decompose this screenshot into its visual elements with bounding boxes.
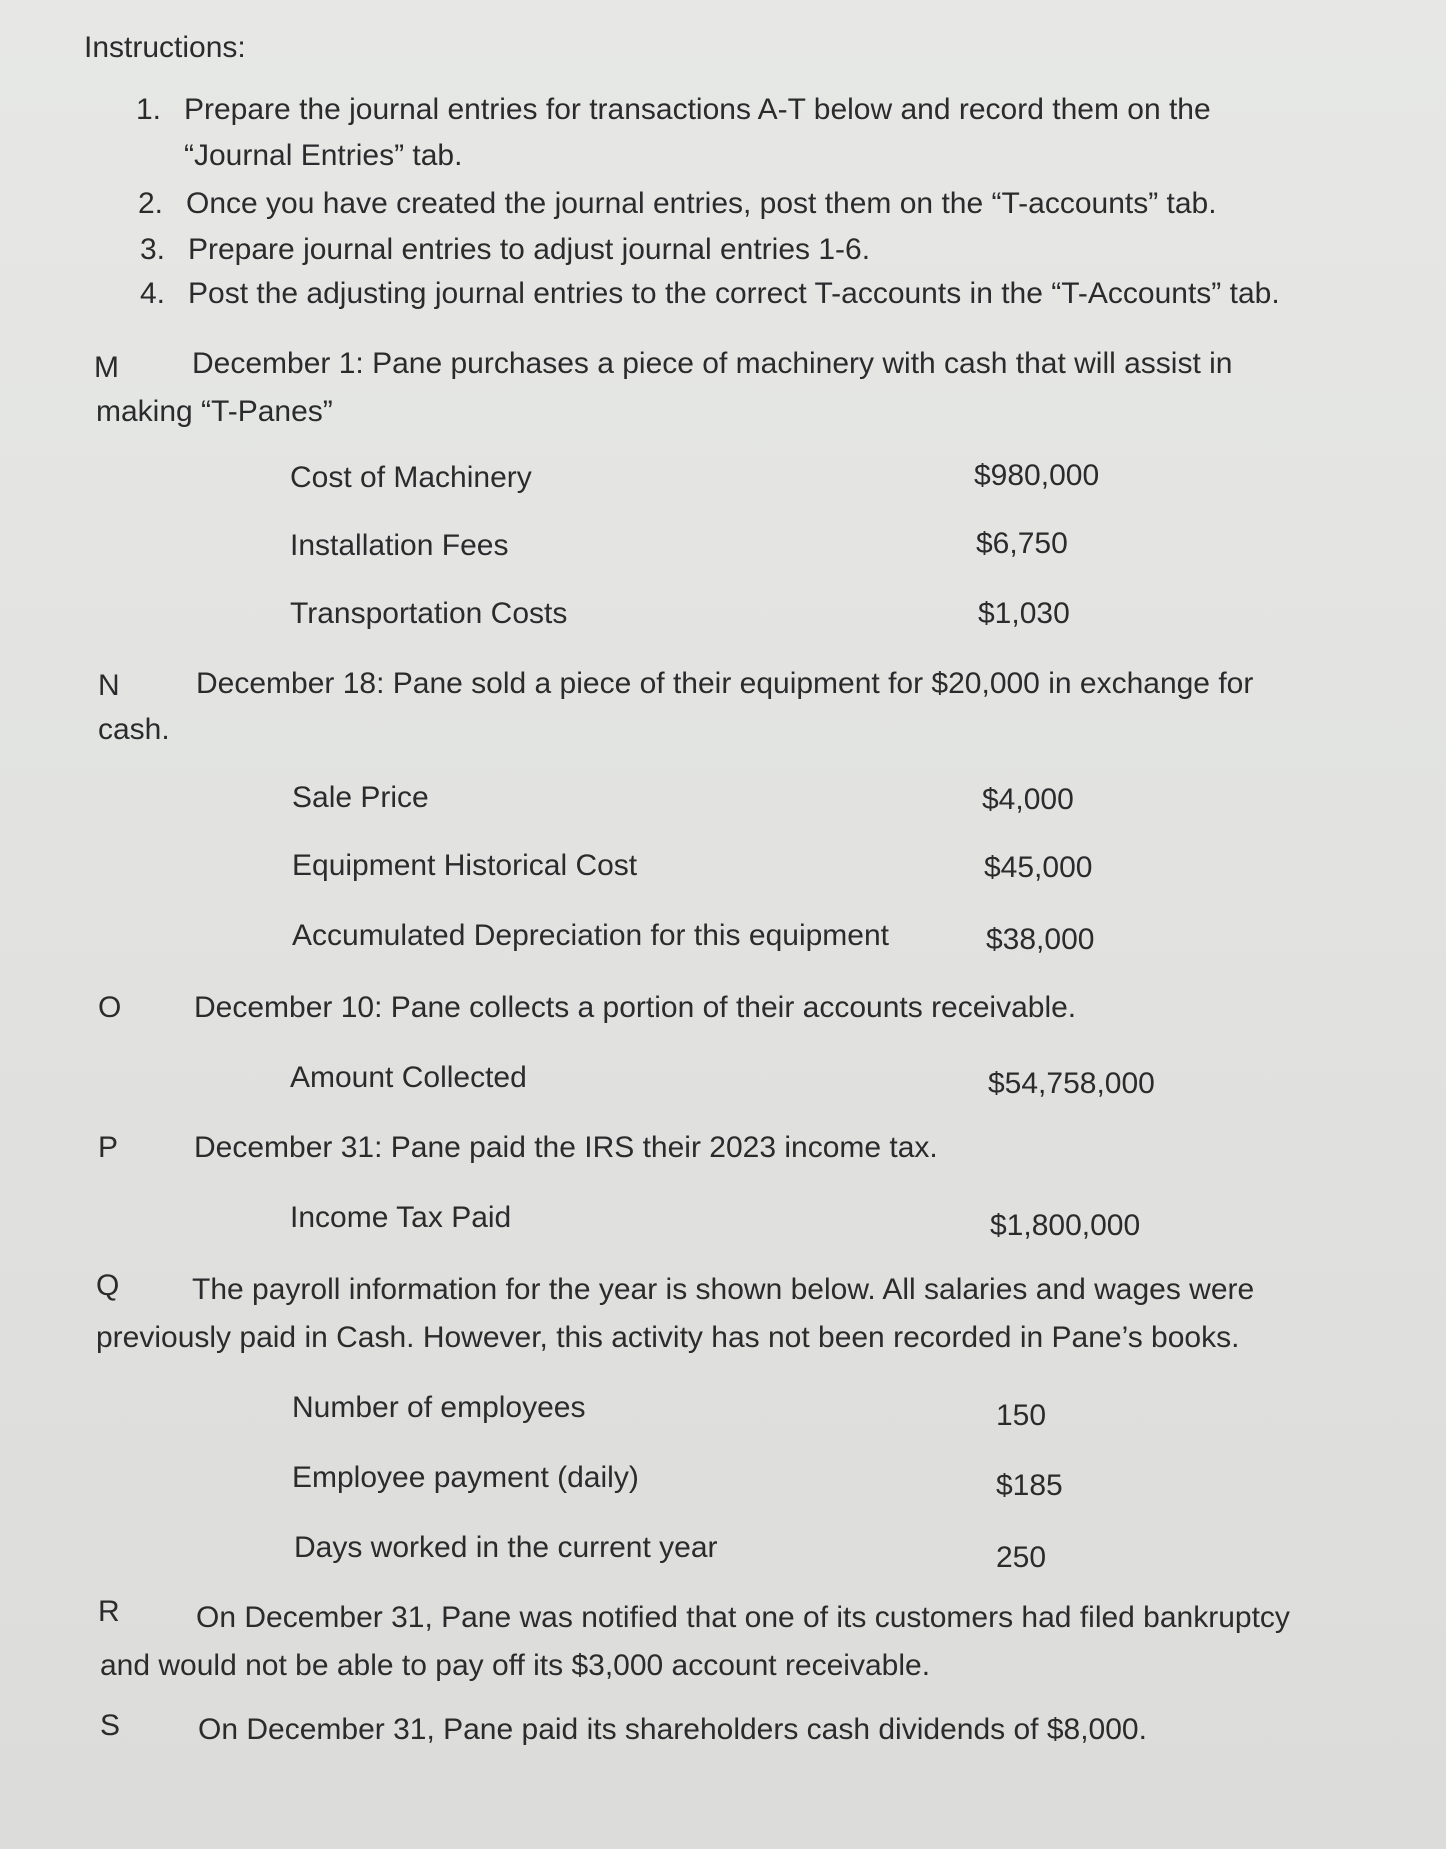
step-number: 3. — [140, 233, 166, 266]
detail-label: Equipment Historical Cost — [292, 849, 638, 882]
transaction-m-description-continued: making “T-Panes” — [96, 395, 333, 428]
transaction-n-description: December 18: Pane sold a piece of their equipment for $20,000 in exchange for — [196, 667, 1254, 700]
step-text: Prepare the journal entries for transactions A-T below and record them on the — [184, 93, 1211, 126]
transaction-q-description: The payroll information for the year is shown below. All salaries and wages were — [192, 1273, 1255, 1306]
step-text: Post the adjusting journal entries to the correct T-accounts in the “T-Accounts” tab. — [188, 277, 1280, 310]
transaction-letter-s: S — [100, 1709, 121, 1742]
step-text-continued: “Journal Entries” tab. — [184, 139, 463, 172]
detail-value: $980,000 — [974, 459, 1100, 492]
transaction-letter-p: P — [98, 1131, 119, 1164]
detail-value: 150 — [996, 1399, 1047, 1432]
transaction-o-description: December 10: Pane collects a portion of their accounts receivable. — [194, 991, 1077, 1024]
transaction-letter-r: R — [98, 1595, 120, 1628]
detail-label: Accumulated Depreciation for this equipment — [292, 919, 889, 952]
detail-value: $1,030 — [978, 597, 1070, 630]
transaction-letter-m: M — [94, 351, 119, 384]
step-text: Prepare journal entries to adjust journal entries 1-6. — [188, 233, 871, 266]
transaction-letter-n: N — [98, 669, 120, 702]
detail-value: 250 — [996, 1541, 1047, 1574]
detail-value: $6,750 — [976, 527, 1068, 560]
detail-value: $45,000 — [984, 851, 1093, 884]
transaction-p-description: December 31: Pane paid the IRS their 2023 income tax. — [194, 1131, 938, 1164]
transaction-q-description-continued: previously paid in Cash. However, this activity has not been recorded in Pane’s books. — [96, 1321, 1240, 1354]
step-text: Once you have created the journal entries, post them on the “T-accounts” tab. — [186, 187, 1217, 220]
step-number: 4. — [140, 277, 166, 310]
transaction-letter-q: Q — [96, 1269, 120, 1302]
transaction-letter-o: O — [98, 991, 122, 1024]
step-number: 1. — [136, 93, 162, 126]
detail-label: Number of employees — [292, 1391, 586, 1424]
detail-label: Income Tax Paid — [290, 1201, 512, 1234]
detail-label: Sale Price — [292, 781, 429, 814]
detail-value: $1,800,000 — [990, 1209, 1141, 1242]
detail-label: Days worked in the current year — [294, 1531, 718, 1564]
detail-value: $4,000 — [982, 783, 1074, 816]
detail-label: Cost of Machinery — [290, 461, 532, 494]
detail-label: Transportation Costs — [290, 597, 568, 630]
transaction-m-description: December 1: Pane purchases a piece of machinery with cash that will assist in — [192, 347, 1233, 380]
detail-value: $54,758,000 — [988, 1067, 1155, 1100]
detail-value: $185 — [996, 1469, 1063, 1502]
instructions-heading: Instructions: — [84, 31, 246, 64]
detail-label: Amount Collected — [290, 1061, 527, 1094]
transaction-r-description: On December 31, Pane was notified that one of its customers had filed bankruptcy — [196, 1601, 1290, 1634]
transaction-s-description: On December 31, Pane paid its shareholders cash dividends of $8,000. — [198, 1713, 1147, 1746]
detail-label: Installation Fees — [290, 529, 509, 562]
transaction-n-description-continued: cash. — [98, 713, 170, 746]
step-number: 2. — [138, 187, 164, 220]
detail-label: Employee payment (daily) — [292, 1461, 639, 1494]
detail-value: $38,000 — [986, 923, 1095, 956]
transaction-r-description-continued: and would not be able to pay off its $3,000 account receivable. — [100, 1649, 931, 1682]
